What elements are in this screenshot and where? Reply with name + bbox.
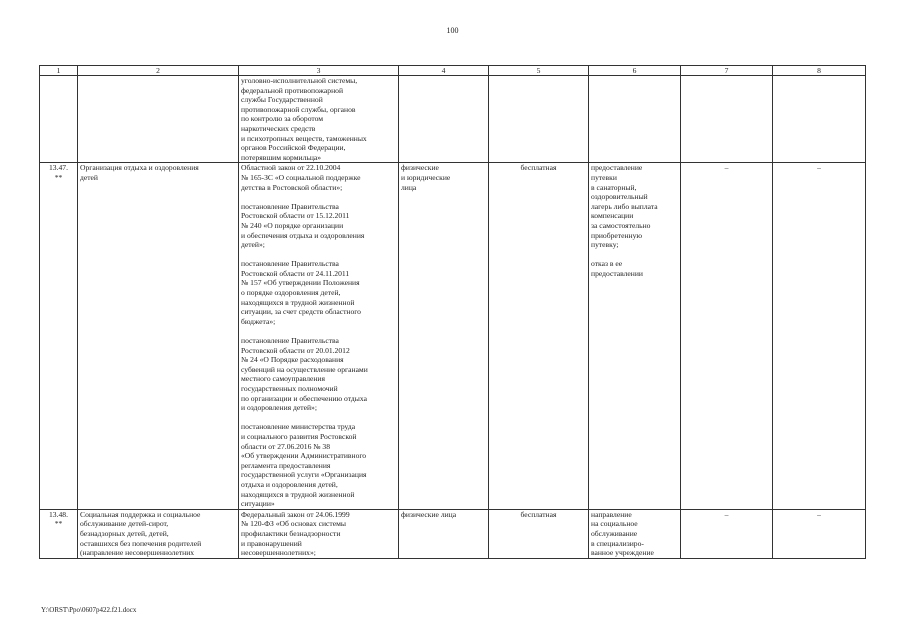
text-line: предоставлении bbox=[591, 268, 643, 278]
text-line: оставшихся без попечения родителей bbox=[80, 538, 202, 548]
text-line: за самостоятельно bbox=[591, 220, 651, 230]
column-number: 4 bbox=[399, 66, 489, 76]
text-line: субвенций на осуществление органами bbox=[241, 364, 368, 374]
cell-legal-basis bbox=[239, 509, 399, 558]
text-line: (направление несовершеннолетних bbox=[80, 548, 195, 558]
table-row-13-48 bbox=[40, 509, 866, 558]
text-line: детей bbox=[80, 172, 98, 182]
text-line: ситуации, за счет средств областного bbox=[241, 307, 361, 317]
text-line: и оздоровления детей»; bbox=[241, 403, 317, 413]
column-number: 6 bbox=[589, 66, 681, 76]
text-line: лагерь либо выплата bbox=[591, 201, 658, 211]
text-line: области от 27.06.2016 № 38 bbox=[241, 441, 331, 451]
text-line: находящихся в трудной жизненной bbox=[241, 297, 355, 307]
paragraph-gap bbox=[241, 326, 396, 336]
text-line: Ростовской области от 15.12.2011 bbox=[241, 211, 350, 221]
text-line: детства в Ростовской области»; bbox=[241, 182, 343, 192]
text-line: уголовно-исполнительной системы, bbox=[241, 76, 358, 85]
text-line: «Об утверждении Административного bbox=[241, 451, 367, 461]
text-line: отдыха и оздоровления детей, bbox=[241, 479, 338, 489]
column-number: 1 bbox=[40, 66, 78, 76]
text-line: Федеральный закон от 24.06.1999 bbox=[241, 509, 350, 519]
text-line: обслуживание детей-сирот, bbox=[80, 519, 169, 529]
cell-result bbox=[589, 509, 681, 558]
text-line: № 157 «Об утверждении Положения bbox=[241, 278, 360, 288]
text-line: обслуживание bbox=[591, 528, 638, 538]
text-line: бюджета»; bbox=[241, 316, 276, 326]
cell-number bbox=[40, 76, 78, 163]
text-line: № 240 «О порядке организации bbox=[241, 220, 344, 230]
text-line: оздоровительный bbox=[591, 192, 648, 202]
text-line: государственных полномочий bbox=[241, 384, 338, 393]
text-line: и обеспечения отдыха и оздоровления bbox=[241, 230, 365, 240]
text-line: физические лица bbox=[401, 509, 457, 519]
text-line: федеральной противопожарной bbox=[241, 85, 344, 95]
text-line: физические bbox=[401, 163, 439, 173]
column-number-row bbox=[40, 66, 866, 76]
text-line: и правонарушений bbox=[241, 538, 302, 548]
cell-col8 bbox=[773, 76, 866, 163]
text-line: на социальное bbox=[591, 519, 638, 529]
text-line: потерявшим кормильца» bbox=[241, 152, 322, 162]
text-line: Организация отдыха и оздоровления bbox=[80, 163, 199, 173]
text-line: Ростовской области от 24.11.2011 bbox=[241, 268, 350, 278]
column-number: 5 bbox=[489, 66, 589, 76]
cell-col7: – bbox=[681, 509, 773, 558]
text-line: о порядке оздоровления детей, bbox=[241, 288, 341, 298]
column-number: 7 bbox=[681, 66, 773, 76]
text-line: постановление министерства труда bbox=[241, 422, 356, 432]
text-line: и психотропных веществ, таможенных bbox=[241, 133, 367, 143]
row-mark: ** bbox=[54, 172, 63, 182]
text-line: путевки bbox=[591, 172, 617, 182]
text-line: постановление Правительства bbox=[241, 259, 339, 269]
text-line: направление bbox=[591, 509, 632, 519]
text-line: путевку; bbox=[591, 240, 619, 250]
text-line: № 24 «О Порядке расходования bbox=[241, 355, 344, 365]
text-line: ванное учреждение bbox=[591, 548, 654, 558]
cell-payment: бесплатная bbox=[489, 509, 589, 558]
cell-name bbox=[78, 76, 239, 163]
table-row-13-47 bbox=[40, 163, 866, 509]
text-line: безнадзорных детей, детей, bbox=[80, 528, 169, 538]
text-line: наркотических средств bbox=[241, 123, 316, 133]
cell-name bbox=[78, 163, 239, 509]
text-line: несовершеннолетних»; bbox=[241, 548, 316, 558]
text-line: Социальная поддержка и социальное bbox=[80, 509, 201, 519]
text-line: противопожарной службы, органов bbox=[241, 104, 356, 114]
cell-recipients bbox=[399, 163, 489, 509]
text-line: постановление Правительства bbox=[241, 201, 339, 211]
cell-number bbox=[40, 509, 78, 558]
text-line: постановление Правительства bbox=[241, 336, 339, 346]
text-line: по организации и обеспечению отдыха bbox=[241, 393, 367, 403]
row-mark: ** bbox=[54, 519, 63, 529]
text-line: ситуации» bbox=[241, 499, 275, 509]
cell-result bbox=[589, 76, 681, 163]
paragraph-gap bbox=[241, 250, 396, 260]
text-line: профилактики безнадзорности bbox=[241, 528, 341, 538]
services-table bbox=[39, 65, 866, 559]
page-number: 100 bbox=[446, 26, 459, 35]
cell-result bbox=[589, 163, 681, 509]
cell-legal-basis bbox=[239, 76, 399, 163]
text-line: в санаторный, bbox=[591, 182, 637, 192]
cell-recipients bbox=[399, 509, 489, 558]
cell-col8: – bbox=[773, 163, 866, 509]
cell-col7 bbox=[681, 76, 773, 163]
text-line: по контролю за оборотом bbox=[241, 114, 324, 124]
text-line: местного самоуправления bbox=[241, 374, 325, 384]
paragraph-gap bbox=[241, 192, 396, 202]
text-line: лица bbox=[401, 182, 417, 192]
file-path-footer: Y:\ORST\Ppo\0607p422.f21.docx bbox=[41, 606, 137, 614]
text-line: отказ в ее bbox=[591, 259, 623, 269]
text-line: в специализиро- bbox=[591, 538, 644, 548]
cell-recipients bbox=[399, 76, 489, 163]
column-number: 2 bbox=[78, 66, 239, 76]
text-line: приобретенную bbox=[591, 230, 643, 240]
text-line: Областной закон от 22.10.2004 bbox=[241, 163, 341, 173]
cell-payment: бесплатная bbox=[489, 163, 589, 509]
text-line: Ростовской области от 20.01.2012 bbox=[241, 345, 350, 355]
text-line: компенсации bbox=[591, 211, 634, 221]
row-number: 13.48. bbox=[49, 509, 68, 519]
table-row-continued bbox=[40, 76, 866, 163]
row-number: 13.47. bbox=[49, 163, 68, 173]
cell-col8: – bbox=[773, 509, 866, 558]
cell-legal-basis bbox=[239, 163, 399, 509]
text-line: находящихся в трудной жизненной bbox=[241, 489, 355, 499]
cell-payment bbox=[489, 76, 589, 163]
text-line: государственной услуги «Организация bbox=[241, 470, 367, 480]
text-line: № 165-ЗС «О социальной поддержке bbox=[241, 172, 361, 182]
text-line: службы Государственной bbox=[241, 95, 323, 105]
column-number: 3 bbox=[239, 66, 399, 76]
paragraph-gap bbox=[241, 413, 396, 423]
column-number: 8 bbox=[773, 66, 866, 76]
cell-name bbox=[78, 509, 239, 558]
text-line: и юридические bbox=[401, 172, 451, 182]
cell-number bbox=[40, 163, 78, 509]
text-line: предоставление bbox=[591, 163, 643, 173]
text-line: и социального развития Ростовской bbox=[241, 431, 357, 441]
text-line: № 120-ФЗ «Об основах системы bbox=[241, 519, 346, 529]
paragraph-gap bbox=[591, 250, 678, 260]
text-line: регламента предоставления bbox=[241, 460, 331, 470]
text-line: детей»; bbox=[241, 240, 265, 250]
text-line: органов Российской Федерации, bbox=[241, 143, 346, 153]
cell-col7: – bbox=[681, 163, 773, 509]
